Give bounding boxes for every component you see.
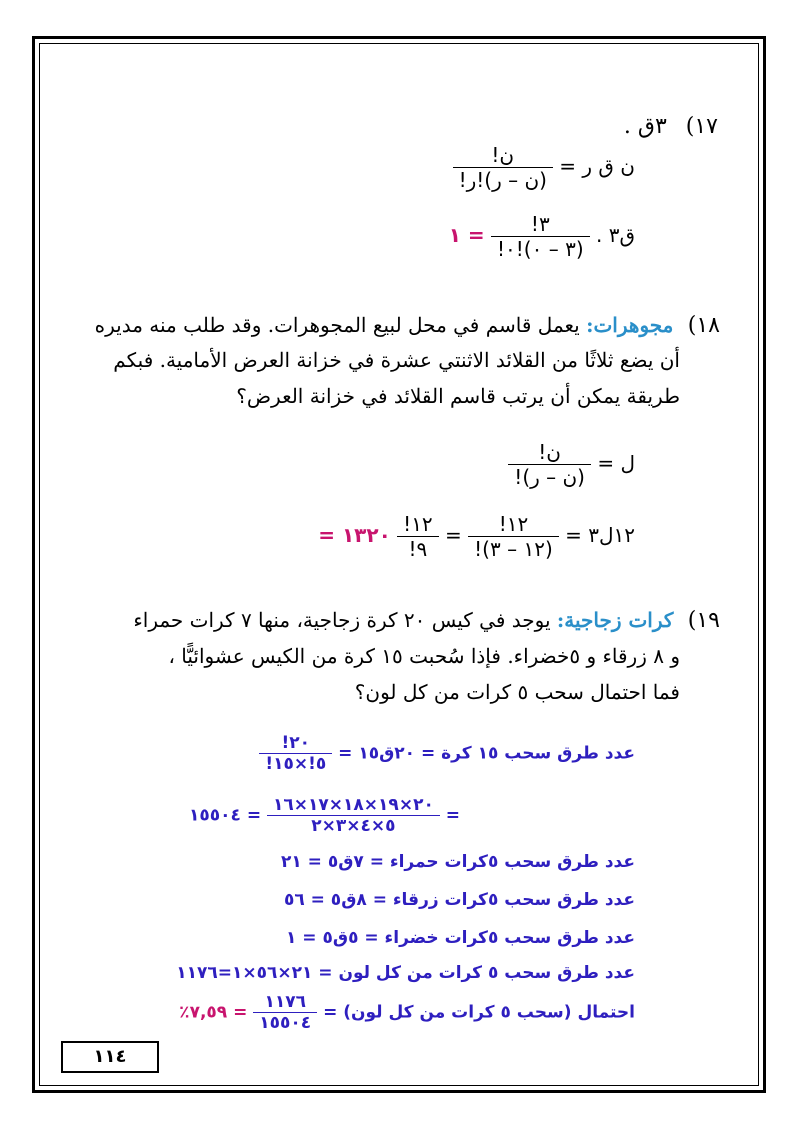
q19-line1 xyxy=(133,608,720,633)
q19-expand-den: ٥×٤×٣×٢ xyxy=(311,816,396,836)
q18-def-den: (ن – ر)! xyxy=(514,465,585,489)
q19-expand-num: ٢٠×١٩×١٨×١٧×١٦ xyxy=(267,795,440,816)
q18-def-num: ن! xyxy=(508,440,591,465)
equals-sign: = xyxy=(445,523,462,547)
q17-definition xyxy=(453,143,635,192)
q17-number: ١٧) xyxy=(685,114,718,139)
q19-line2: و ٨ زرقاء و ٥خضراء. فإذا سُحبت ١٥ كرة من الكيس عشوائيًّا ، xyxy=(168,644,680,668)
q19-probability xyxy=(179,992,635,1033)
q19-number: ١٩) xyxy=(687,608,720,633)
q17-title: ٣ق . xyxy=(623,114,667,139)
q17-header xyxy=(624,114,718,139)
q19-red: عدد طرق سحب ٥كرات حمراء = ٧ق٥ = ٢١ xyxy=(280,852,635,872)
q18-calc-lhs: ١٢ل٣ = xyxy=(565,523,635,547)
q19-prob-den: ١٥٥٠٤ xyxy=(259,1013,312,1033)
q19-expand-fraction xyxy=(267,795,440,836)
equals-sign: = xyxy=(445,805,460,826)
q18-line3: طريقة يمكن أن يرتب قاسم القلائد في خزانة العرض؟ xyxy=(236,384,680,408)
q18-definition xyxy=(508,440,635,489)
q19-blue: عدد طرق سحب ٥كرات زرقاء = ٨ق٥ = ٥٦ xyxy=(283,890,635,910)
q18-calc-num2: ١٢! xyxy=(397,512,439,537)
q18-result: ١٣٢٠ = xyxy=(318,523,391,547)
q17-calc-lhs: ق٣ . xyxy=(596,223,635,247)
q19-prob-label: احتمال (سحب ٥ كرات من كل لون) = xyxy=(323,1002,635,1023)
q19-line3: فما احتمال سحب ٥ كرات من كل لون؟ xyxy=(354,680,680,704)
q18-calc-fraction2 xyxy=(397,512,439,561)
q18-calc-num1: ١٢! xyxy=(468,512,559,537)
q18-number: ١٨) xyxy=(687,313,720,338)
q18-def-fraction xyxy=(508,440,591,489)
q18-line1 xyxy=(95,313,720,338)
q19-each-color: عدد طرق سحب ٥ كرات من كل لون = ٢١×٥٦×١=١١٧٦ xyxy=(176,963,635,983)
q19-prob-result: = ٧,٥٩٪ xyxy=(179,1002,248,1023)
q18-text-line1: يعمل قاسم في محل لبيع المجوهرات. وقد طلب منه مديره xyxy=(94,313,580,337)
q17-def-num: ن! xyxy=(453,143,553,168)
page-number: ١١٤ xyxy=(93,1046,127,1067)
q19-ways15-label: عدد طرق سحب ١٥ كرة = ٢٠ق١٥ = xyxy=(338,743,635,764)
q19-ways15-fraction xyxy=(259,733,332,774)
q17-calculation xyxy=(449,212,635,261)
q18-line2: أن يضع ثلاثًا من القلائد الاثنتي عشرة في خزانة العرض الأمامية. فبكم xyxy=(113,348,680,372)
q18-calc-fraction1 xyxy=(468,512,559,561)
q19-ways15 xyxy=(259,733,635,774)
q19-ways15-num: ٢٠! xyxy=(259,733,332,754)
q18-label: مجوهرات: xyxy=(586,313,674,337)
q17-def-lhs: ن ق ر = xyxy=(559,154,635,178)
q18-calculation xyxy=(318,512,635,561)
q17-calc-den: (٣ – ٠)!٠! xyxy=(497,237,584,261)
q19-expand-result: ١٥٥٠٤ xyxy=(189,805,241,826)
q19-prob-num: ١١٧٦ xyxy=(253,992,317,1013)
q19-label: كرات زجاجية: xyxy=(556,608,674,632)
q18-def-lhs: ل = xyxy=(597,451,635,475)
q17-calc-num: ٣! xyxy=(491,212,590,237)
page-number-box xyxy=(61,1041,159,1073)
q17-result: = ١ xyxy=(448,223,485,247)
q19-text-line1: يوجد في كيس ٢٠ كرة زجاجية، منها ٧ كرات حمراء xyxy=(133,608,551,632)
q17-calc-fraction xyxy=(491,212,590,261)
equals-sign: = xyxy=(246,805,262,826)
q18-calc-den2: ٩! xyxy=(408,537,428,561)
q19-prob-fraction xyxy=(253,992,317,1033)
q18-calc-den1: (١٢ – ٣)! xyxy=(474,537,553,561)
q19-green: عدد طرق سحب ٥كرات خضراء = ٥ق٥ = ١ xyxy=(286,928,635,948)
q19-expansion xyxy=(189,795,460,836)
q17-def-den: (ن – ر)!ر! xyxy=(458,168,547,192)
q17-def-fraction xyxy=(453,143,553,192)
q19-ways15-den: ٥!×١٥! xyxy=(265,754,327,774)
